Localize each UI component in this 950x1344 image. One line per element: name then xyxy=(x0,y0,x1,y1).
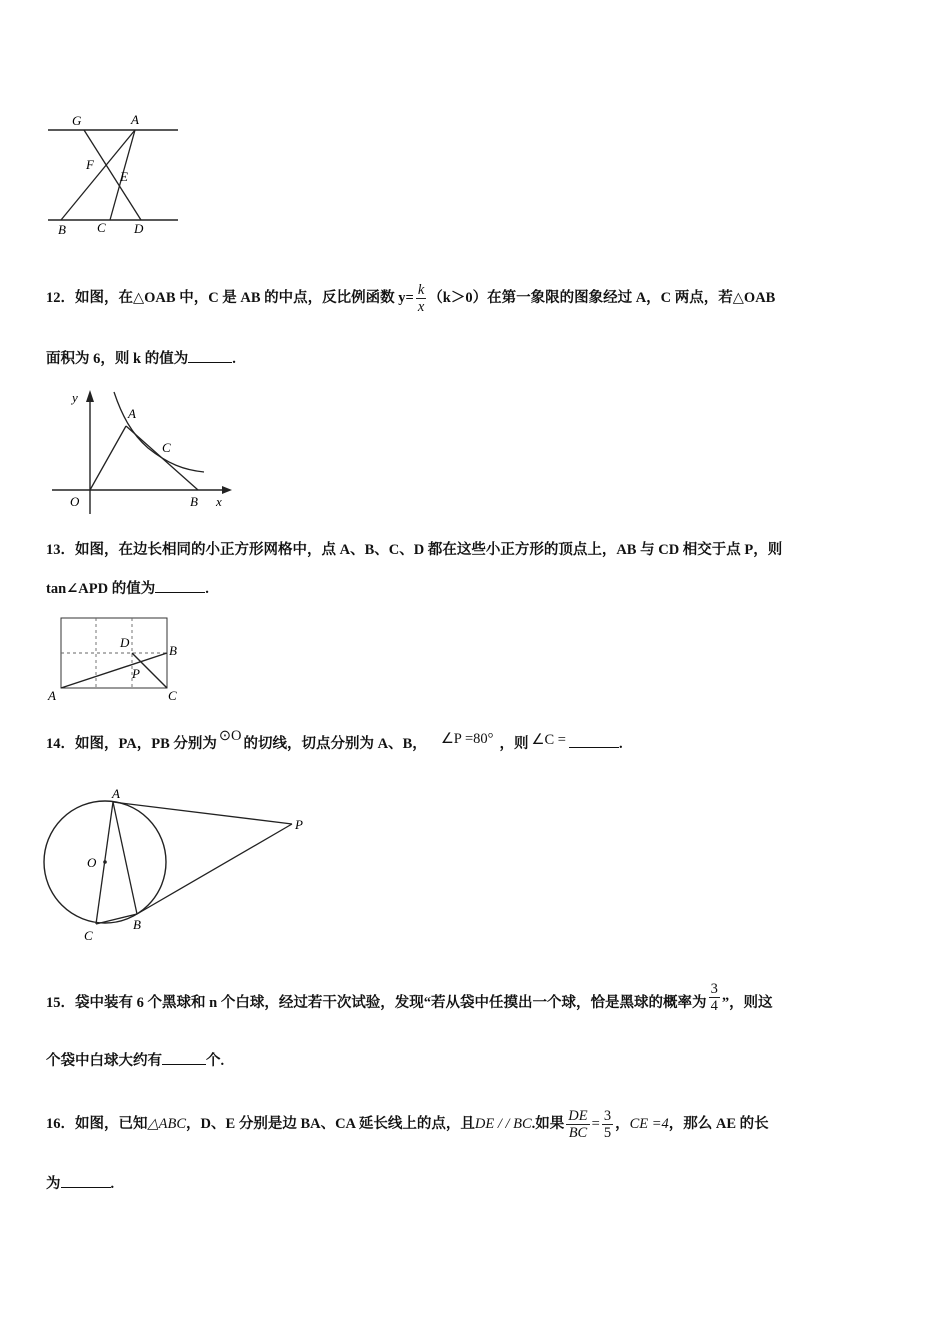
q12-frac-num: k xyxy=(417,282,425,298)
label-B: B xyxy=(190,494,198,509)
figure-q12 xyxy=(44,386,244,516)
figure-q11 xyxy=(44,108,186,240)
q13-text-a: 13．如图，在边长相同的小正方形网格中，点 A、B、C、D 都在这些小正方形的顶点上，AB 与 CD 相交于点 P，则 xyxy=(46,542,783,558)
label-P: P xyxy=(295,817,303,832)
q14-line xyxy=(46,728,623,754)
q14-text-c: ，则 xyxy=(499,736,529,752)
label-E: E xyxy=(120,169,128,184)
q16-text-a: 16．如图，已知 xyxy=(46,1115,148,1132)
label-B: B xyxy=(169,643,177,658)
q16-frac2-num: 3 xyxy=(603,1108,612,1124)
label-P: P xyxy=(132,666,140,681)
label-A: A xyxy=(131,112,139,127)
q15-frac-den: 4 xyxy=(710,998,718,1014)
q12-line2 xyxy=(46,348,236,369)
q12-frac-den: x xyxy=(417,299,425,315)
q12-text-c: 面积为 6，则 k 的值为 xyxy=(46,351,189,367)
q15-text-d: 个. xyxy=(206,1053,225,1069)
q14-angle-p: ∠P =80° xyxy=(440,731,494,747)
figure-q13 xyxy=(44,612,194,704)
q16-parallel: DE / / BC xyxy=(474,1115,532,1132)
q14-text-d: . xyxy=(618,736,623,752)
label-F: F xyxy=(86,157,94,172)
figure-q14 xyxy=(40,784,320,946)
q16-text-d: ， xyxy=(615,1115,630,1132)
q16-fraction-de-bc xyxy=(566,1108,589,1141)
axis-x-label: x xyxy=(216,494,222,509)
label-B: B xyxy=(58,222,66,237)
label-O: O xyxy=(87,855,97,870)
q16-triangle: △ABC xyxy=(147,1115,187,1132)
q14-angle-c: ∠C = xyxy=(531,732,566,748)
q15-line1 xyxy=(46,981,773,1020)
q16-frac1-num: DE xyxy=(568,1108,588,1124)
q13-answer-blank[interactable] xyxy=(155,578,205,593)
q12-text-a: 12．如图，在△OAB 中，C 是 AB 的中点，反比例函数 y= xyxy=(46,289,414,306)
q16-line1 xyxy=(46,1108,769,1141)
q15-line2 xyxy=(46,1050,224,1071)
q15-text-a: 15．袋中装有 6 个黑球和 n 个白球，经过若干次试验，发现“若从袋中任摸出一个球，恰是黑球的概率为 xyxy=(46,994,707,1011)
label-B: B xyxy=(133,917,141,932)
q16-ce: CE =4 xyxy=(629,1115,669,1132)
q15-fraction xyxy=(709,981,720,1014)
q16-frac2-den: 5 xyxy=(603,1125,612,1141)
q16-text-e: ，那么 AE 的长 xyxy=(668,1115,769,1132)
q16-frac1-den: BC xyxy=(568,1125,588,1141)
q13-text-c: . xyxy=(205,581,209,597)
q12-text-d: . xyxy=(232,351,236,367)
q16-fraction-3-5 xyxy=(602,1108,613,1141)
q14-answer-blank[interactable] xyxy=(569,733,619,748)
q14-text-b: 的切线，切点分别为 A、B， xyxy=(243,736,427,752)
q15-answer-blank[interactable] xyxy=(162,1050,206,1065)
q15-text-b: ”，则这 xyxy=(721,994,773,1011)
q13-text-b: tan∠APD 的值为 xyxy=(46,581,156,597)
q12-line1 xyxy=(46,282,775,315)
label-C: C xyxy=(84,928,93,943)
q16-text-f: 为 xyxy=(46,1176,61,1192)
label-A: A xyxy=(128,406,136,421)
label-D: D xyxy=(134,221,144,236)
axis-y-label: y xyxy=(72,390,78,405)
q16-text-c: .如果 xyxy=(531,1115,565,1132)
q16-text-g: . xyxy=(110,1176,115,1192)
label-A: A xyxy=(48,688,56,703)
q16-answer-blank[interactable] xyxy=(61,1173,111,1188)
label-C: C xyxy=(168,688,177,703)
q14-text-a: 14．如图，PA，PB 分别为 xyxy=(46,736,217,752)
q12-text-b: （k＞0）在第一象限的图象经过 A，C 两点，若△OAB xyxy=(428,289,776,306)
label-C: C xyxy=(97,220,106,235)
label-C: C xyxy=(162,440,171,455)
q12-answer-blank[interactable] xyxy=(188,348,232,363)
q13-line2 xyxy=(46,578,209,599)
q16-line2 xyxy=(46,1173,114,1194)
label-G: G xyxy=(72,113,82,128)
label-D: D xyxy=(120,635,130,650)
q16-equals: = xyxy=(591,1115,600,1132)
q15-frac-num: 3 xyxy=(710,981,718,997)
label-A: A xyxy=(112,786,120,801)
q16-text-b: ，D、E 分别是边 BA、CA 延长线上的点，且 xyxy=(186,1115,475,1132)
q13-line1 xyxy=(46,540,782,560)
q14-circle-o: ⊙O xyxy=(218,728,242,744)
q15-text-c: 个袋中白球大约有 xyxy=(46,1053,162,1069)
label-O: O xyxy=(70,494,80,509)
q12-fraction xyxy=(416,282,426,315)
